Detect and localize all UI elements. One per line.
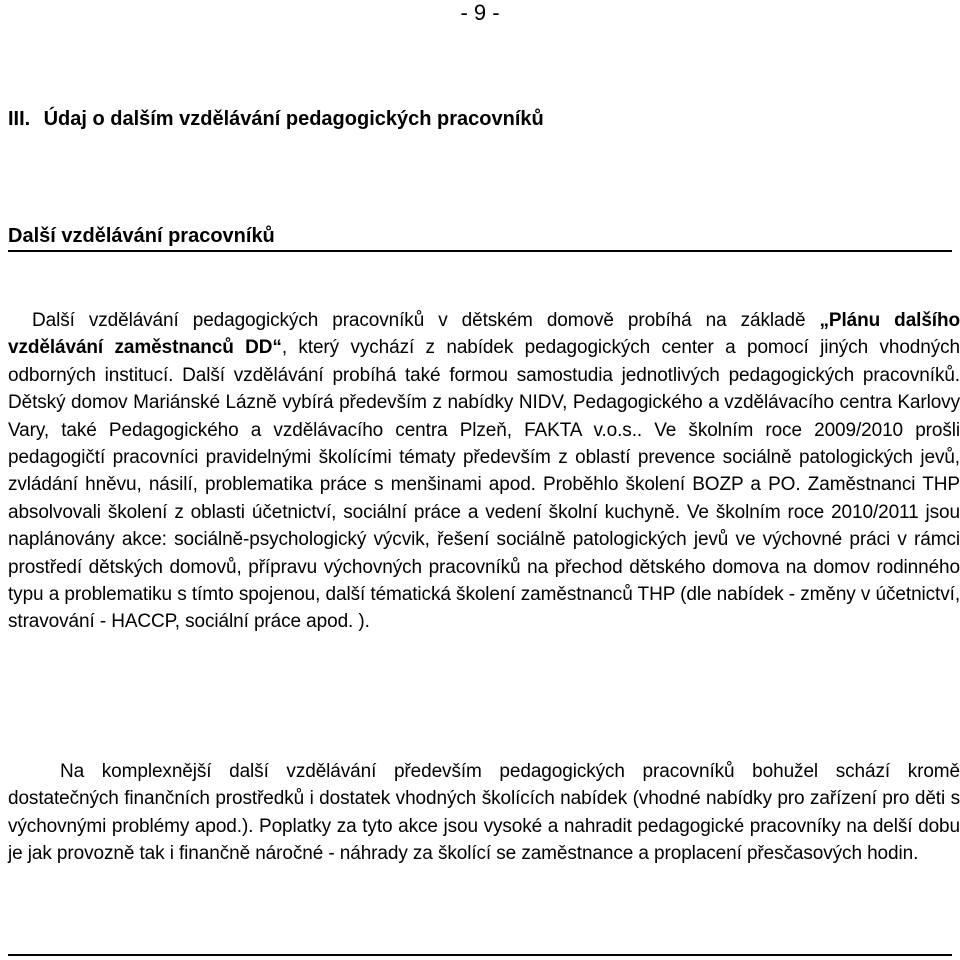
chapter-title: Údaj o dalším vzdělávání pedagogických pracovníků [43,108,544,130]
plan-title-bold: „Plánu dalšího vzdělávání zaměstnanců DD“ [8,310,960,359]
paragraph-1-rest: , který vychází z nabídek pedagogických center a pomocí jiných vhodných odborných institucí. Další vzdělávání probíhá také formou samostudia jednotlivých pedagogických pracovníků. Dětský domov Mariánské Lázně vybírá především z nabídky NIDV, Pedagogického a vzdělávacího centra Karlovy Vary, také Pedagogického a vzdělávacího centra Plzeň, FAKTA v.o.s.. Ve školním roce 2009/2010 prošli pedagogičtí pracovníci pravidelnými školícími tématy především z oblastí prevence sociálně patologických jevů, zvládání hněvu, násilí, problematika práce s menšinami apod. Proběhlo školení BOZP a PO. Zaměstnanci THP absolvovali školení z oblasti účetnictví, sociální práce a vedení školní kuchyně. Ve školním roce 2010/2011 jsou naplánovány akce: sociálně-psychologický výcvik, řešení sociálně patologických jevů ve výchovné práci v rámci prostředí dětských domovů, přípravu výchovných pracovníků na přechod dětského domova na domov rodinného typu a problematiku s tímto spojenou, další tématická školení zaměstnanců THP (dle nabídek - změny v účetnictví, stravování - HACCP, sociální práce apod. ). [8,337,960,633]
bottom-rule [8,954,952,956]
page-number: - 9 - [460,0,500,25]
paragraph-1-lead: Další vzdělávání pedagogických pracovníků v dětském domově probíhá na základě [32,310,820,331]
paragraph-2: Na komplexnější další vzdělávání především pedagogických pracovníků bohužel schází kromě dostatečných finančních prostředků i dostatek vhodných školících nabídek (vhodné nabídky pro zařízení pro děti s výchovnými problémy apod.). Poplatky za tyto akce jsou vysoké a nahradit pedagogické pracovníky na delší dobu je jak provozně tak i finančně náročné - náhrady za školící se zaměstnance a proplacení přesčasových hodin. [8,761,960,865]
chapter-number: III. [8,108,31,130]
section-heading: Další vzdělávání pracovníků [8,222,952,252]
chapter-heading [8,106,544,132]
paragraph-1 [8,307,960,636]
